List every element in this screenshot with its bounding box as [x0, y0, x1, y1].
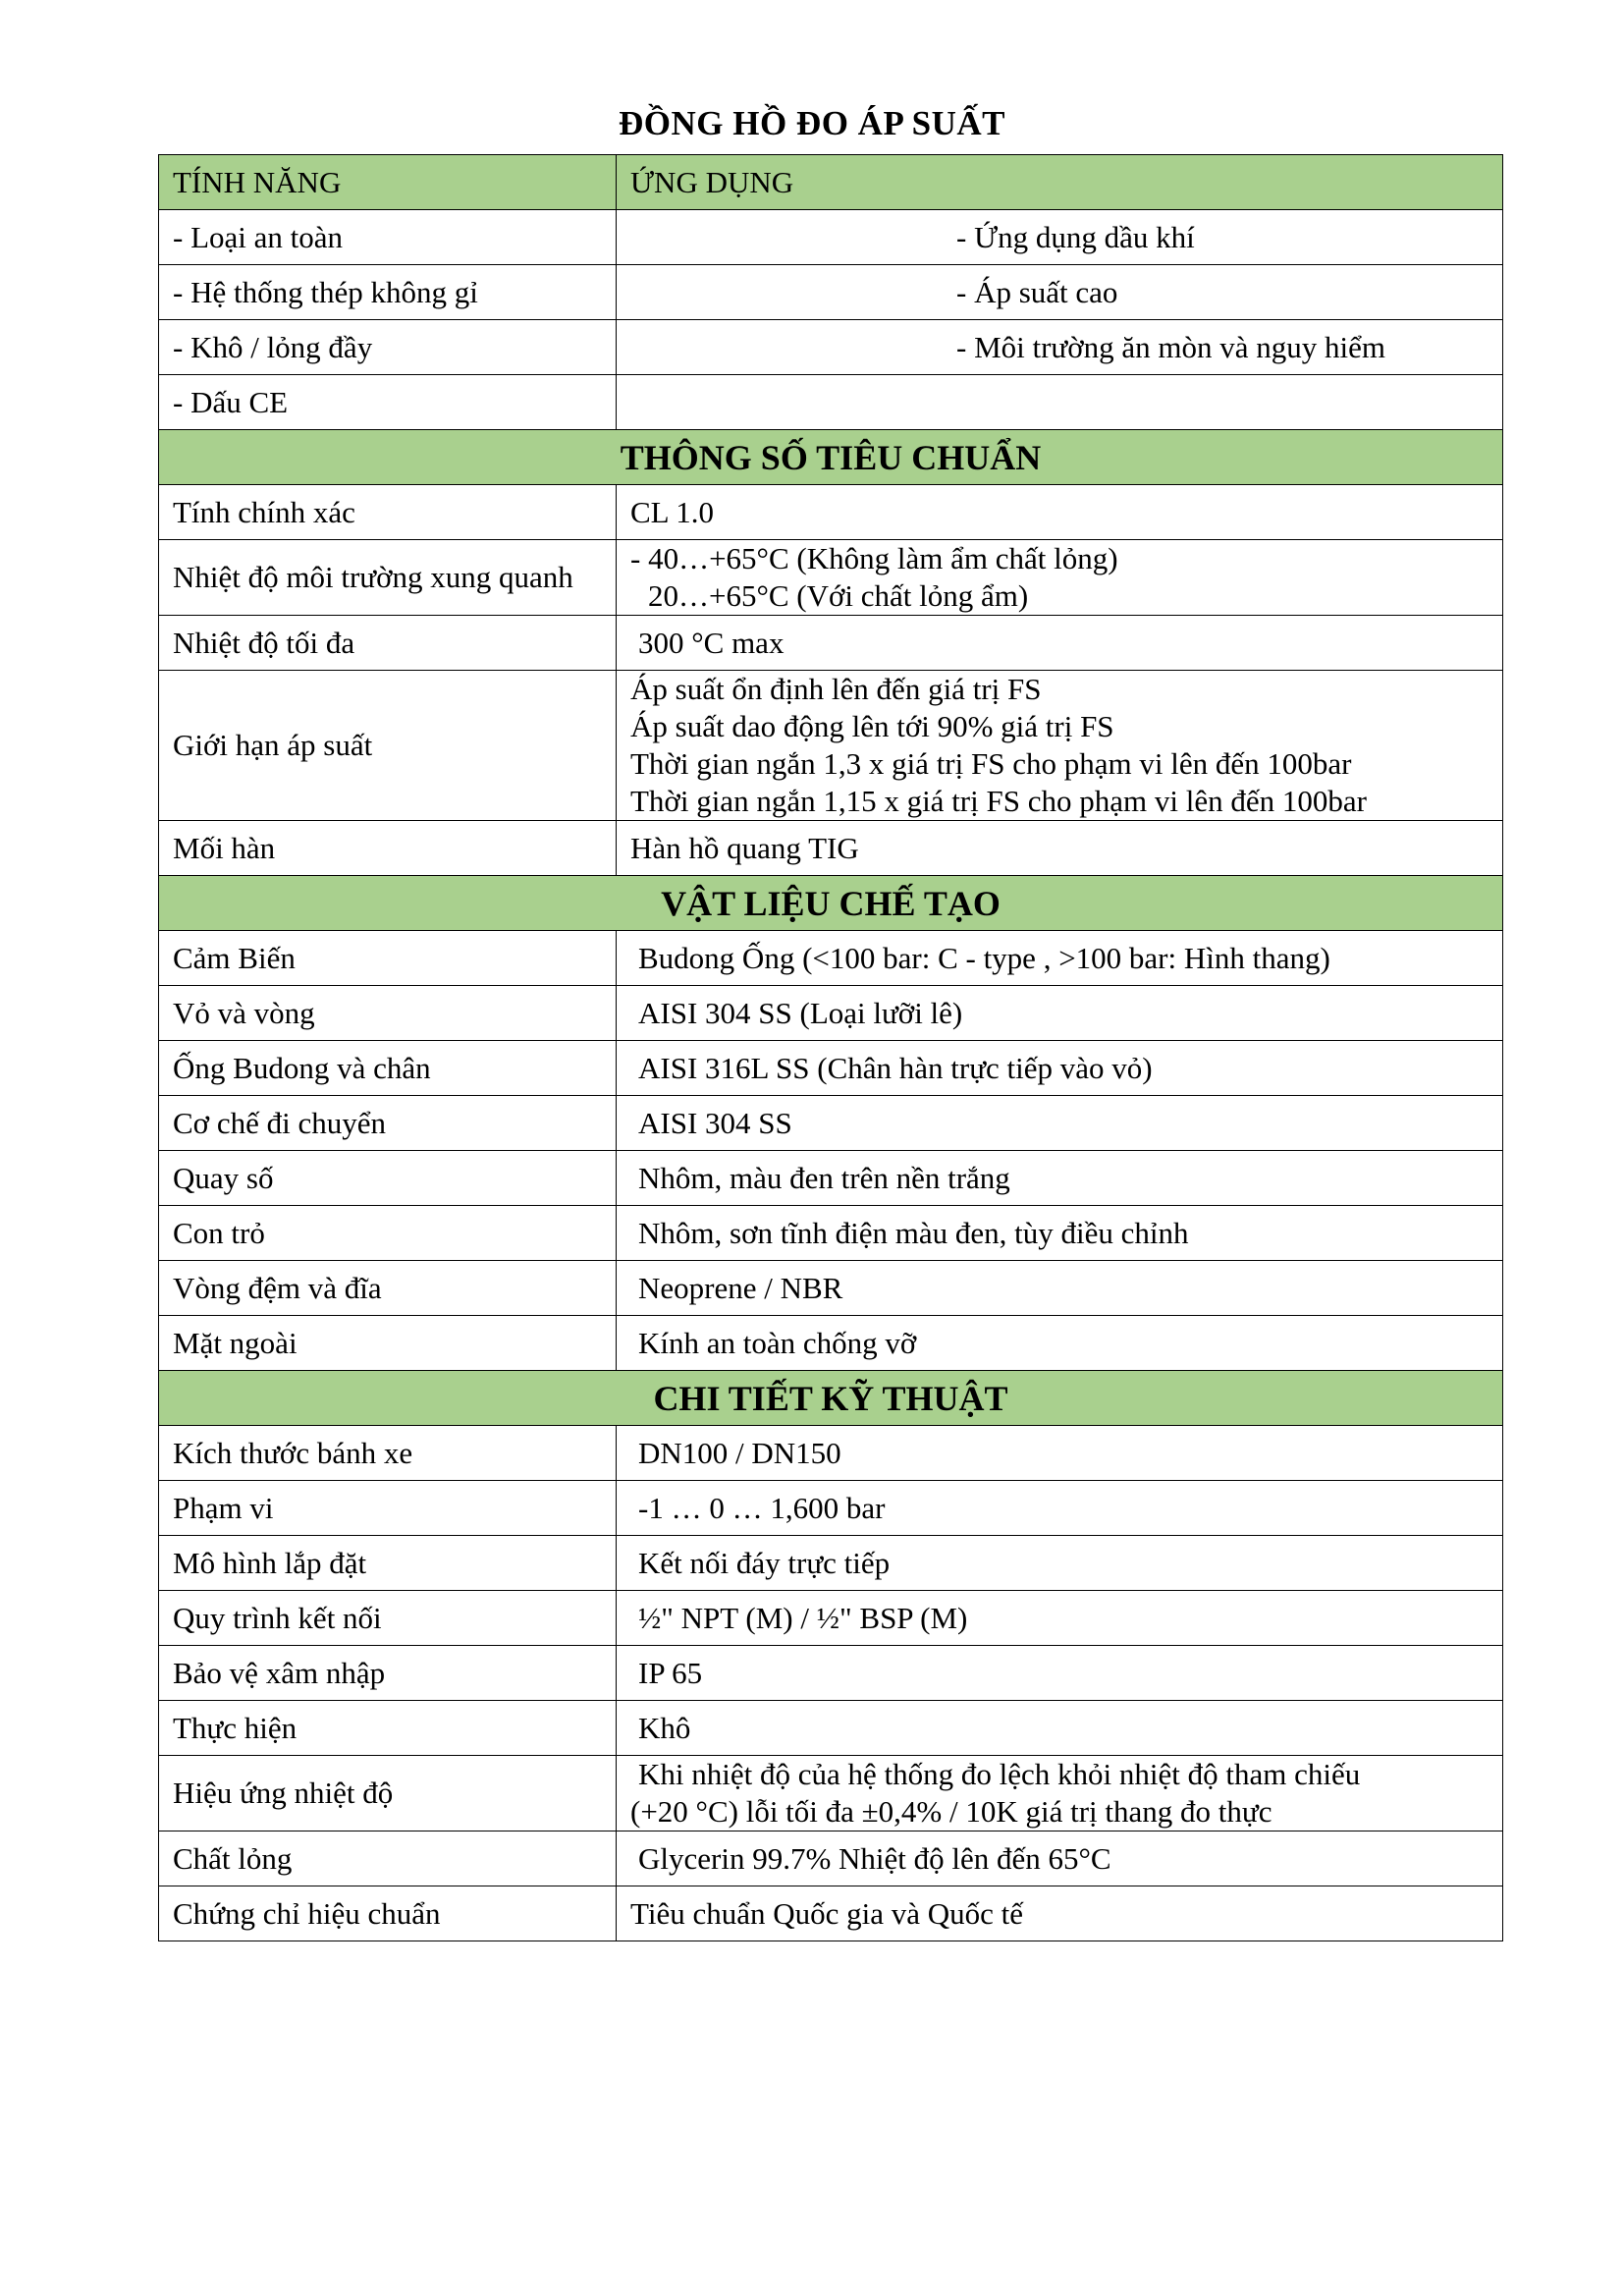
application-label: - Áp suất cao — [617, 265, 1503, 320]
section-materials — [159, 876, 1503, 931]
application-label: - Ứng dụng dầu khí — [617, 210, 1503, 265]
spec-row — [159, 1096, 1503, 1151]
spec-row — [159, 986, 1503, 1041]
spec-label: Bảo vệ xâm nhập — [159, 1646, 617, 1701]
spec-row — [159, 1206, 1503, 1261]
section-standard — [159, 430, 1503, 485]
spec-label: Kích thước bánh xe — [159, 1426, 617, 1481]
feature-label: - Khô / lỏng đầy — [159, 320, 617, 375]
spec-value: Nhôm, màu đen trên nền trắng — [617, 1151, 1503, 1206]
spec-row — [159, 540, 1503, 616]
spec-label: Thực hiện — [159, 1701, 617, 1756]
feature-row — [159, 265, 1503, 320]
spec-value — [617, 540, 1503, 616]
spec-row — [159, 671, 1503, 821]
spec-label: Quay số — [159, 1151, 617, 1206]
section-title: VẬT LIỆU CHẾ TẠO — [159, 876, 1503, 931]
spec-label: Hiệu ứng nhiệt độ — [159, 1756, 617, 1831]
spec-row — [159, 1756, 1503, 1831]
spec-row — [159, 1261, 1503, 1316]
spec-value: AISI 304 SS — [617, 1096, 1503, 1151]
value-line: Áp suất ổn định lên đến giá trị FS — [630, 672, 1042, 706]
section-title: CHI TIẾT KỸ THUẬT — [159, 1371, 1503, 1426]
spec-value: Glycerin 99.7% Nhiệt độ lên đến 65°C — [617, 1831, 1503, 1886]
feature-row — [159, 320, 1503, 375]
spec-label: Chứng chỉ hiệu chuẩn — [159, 1886, 617, 1941]
page-title: ĐỒNG HỒ ĐO ÁP SUẤT — [618, 104, 1006, 142]
spec-label: Vỏ và vòng — [159, 986, 617, 1041]
value-line: Áp suất dao động lên tới 90% giá trị FS — [630, 709, 1114, 743]
spec-row — [159, 616, 1503, 671]
spec-row — [159, 1646, 1503, 1701]
feature-row — [159, 210, 1503, 265]
application-label — [617, 375, 1503, 430]
spec-row — [159, 1041, 1503, 1096]
spec-label: Cơ chế đi chuyển — [159, 1096, 617, 1151]
section-title: THÔNG SỐ TIÊU CHUẨN — [159, 430, 1503, 485]
spec-value: -1 … 0 … 1,600 bar — [617, 1481, 1503, 1536]
spec-label: Ống Budong và chân — [159, 1041, 617, 1096]
header-features: TÍNH NĂNG — [159, 155, 617, 210]
spec-row — [159, 1886, 1503, 1941]
feature-label: - Dấu CE — [159, 375, 617, 430]
spec-row — [159, 1151, 1503, 1206]
header-row — [159, 155, 1503, 210]
spec-value: CL 1.0 — [617, 485, 1503, 540]
spec-row — [159, 485, 1503, 540]
spec-value — [617, 671, 1503, 821]
value-line: Thời gian ngắn 1,3 x giá trị FS cho phạm vi lên đến 100bar — [630, 746, 1352, 781]
feature-label: - Hệ thống thép không gỉ — [159, 265, 617, 320]
spec-value: Kết nối đáy trực tiếp — [617, 1536, 1503, 1591]
section-technical — [159, 1371, 1503, 1426]
spec-value: Kính an toàn chống vỡ — [617, 1316, 1503, 1371]
spec-label: Tính chính xác — [159, 485, 617, 540]
header-applications: ỨNG DỤNG — [617, 155, 1503, 210]
spec-value: Tiêu chuẩn Quốc gia và Quốc tế — [617, 1886, 1503, 1941]
spec-label: Cảm Biến — [159, 931, 617, 986]
spec-row — [159, 1591, 1503, 1646]
spec-value: IP 65 — [617, 1646, 1503, 1701]
spec-label: Nhiệt độ tối đa — [159, 616, 617, 671]
spec-label: Con trỏ — [159, 1206, 617, 1261]
spec-row — [159, 1316, 1503, 1371]
spec-label: Quy trình kết nối — [159, 1591, 617, 1646]
spec-row — [159, 1701, 1503, 1756]
spec-value: ½" NPT (M) / ½" BSP (M) — [617, 1591, 1503, 1646]
spec-value — [617, 1756, 1503, 1831]
application-label: - Môi trường ăn mòn và nguy hiểm — [617, 320, 1503, 375]
spec-value: Budong Ống (<100 bar: C - type , >100 bar: Hình thang) — [617, 931, 1503, 986]
spec-row — [159, 1831, 1503, 1886]
spec-value: Hàn hồ quang TIG — [617, 821, 1503, 876]
feature-row — [159, 375, 1503, 430]
spec-label: Phạm vi — [159, 1481, 617, 1536]
spec-value: Neoprene / NBR — [617, 1261, 1503, 1316]
value-line: - 40…+65°C (Không làm ẩm chất lỏng) — [630, 541, 1118, 575]
spec-value: DN100 / DN150 — [617, 1426, 1503, 1481]
spec-label: Giới hạn áp suất — [159, 671, 617, 821]
spec-row — [159, 821, 1503, 876]
spec-row — [159, 931, 1503, 986]
value-line: Thời gian ngắn 1,15 x giá trị FS cho phạm vi lên đến 100bar — [630, 784, 1367, 818]
spec-value: Nhôm, sơn tĩnh điện màu đen, tùy điều chỉnh — [617, 1206, 1503, 1261]
spec-value: Khô — [617, 1701, 1503, 1756]
spec-label: Vòng đệm và đĩa — [159, 1261, 617, 1316]
spec-value: AISI 316L SS (Chân hàn trực tiếp vào vỏ) — [617, 1041, 1503, 1096]
spec-label: Mối hàn — [159, 821, 617, 876]
value-line: 20…+65°C (Với chất lỏng ẩm) — [648, 578, 1029, 613]
spec-table — [158, 154, 1503, 1941]
spec-row — [159, 1536, 1503, 1591]
spec-label: Mô hình lắp đặt — [159, 1536, 617, 1591]
spec-label: Chất lỏng — [159, 1831, 617, 1886]
feature-label: - Loại an toàn — [159, 210, 617, 265]
value-line: (+20 °C) lỗi tối đa ±0,4% / 10K giá trị thang đo thực — [630, 1794, 1272, 1829]
spec-value: AISI 304 SS (Loại lưỡi lê) — [617, 986, 1503, 1041]
spec-row — [159, 1426, 1503, 1481]
spec-value: 300 °C max — [617, 616, 1503, 671]
value-line: Khi nhiệt độ của hệ thống đo lệch khỏi nhiệt độ tham chiếu — [638, 1757, 1361, 1791]
spec-label: Mặt ngoài — [159, 1316, 617, 1371]
spec-label: Nhiệt độ môi trường xung quanh — [159, 540, 617, 616]
spec-row — [159, 1481, 1503, 1536]
